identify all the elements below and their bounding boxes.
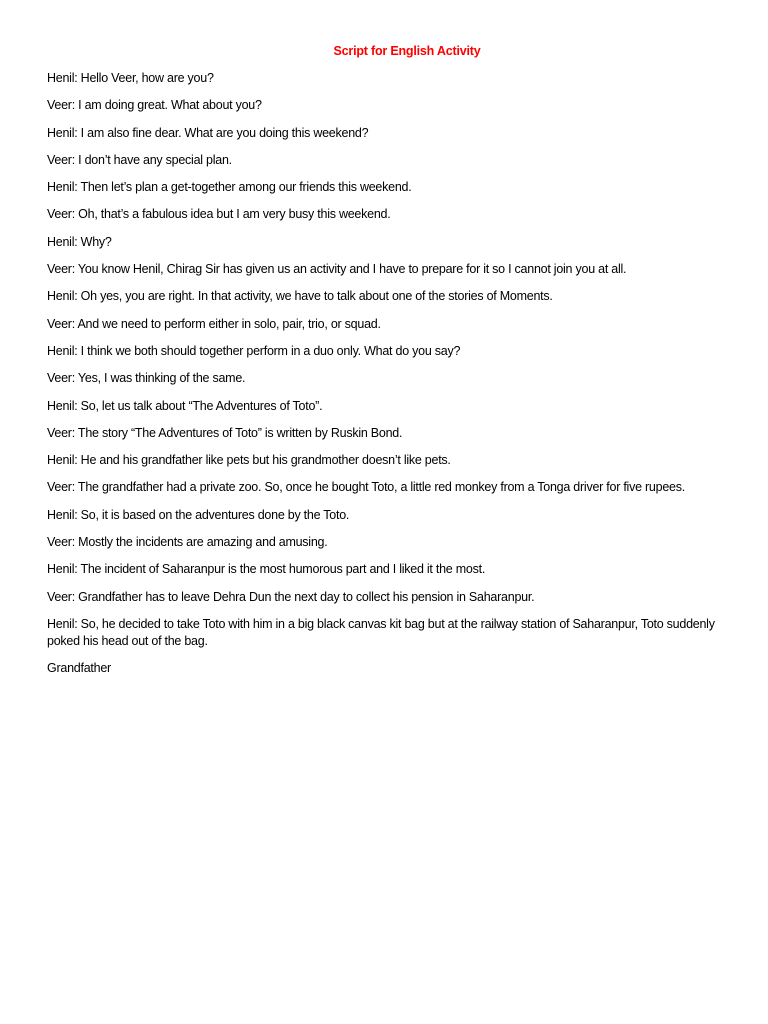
dialogue-line: Veer: Grandfather has to leave Dehra Dun the next day to collect his pension in Saharanpur. [47, 589, 535, 604]
dialogue-line: Henil: So, it is based on the adventures done by the Toto. [47, 507, 350, 522]
dialogue-line: Veer: The story “The Adventures of Toto” is written by Ruskin Bond. [47, 425, 403, 440]
dialogue-lines [47, 70, 717, 688]
dialogue-line: Henil: I think we both should together perform in a duo only. What do you say? [47, 343, 461, 358]
dialogue-line: Veer: You know Henil, Chirag Sir has given us an activity and I have to prepare for it so I cannot join you at all. [47, 262, 627, 277]
dialogue-line: Henil: Then let’s plan a get-together among our friends this weekend. [47, 180, 412, 195]
dialogue-line: Henil: I am also fine dear. What are you doing this weekend? [47, 125, 369, 140]
dialogue-line: Veer: I am doing great. What about you? [47, 98, 262, 113]
dialogue-line: Veer: And we need to perform either in solo, pair, trio, or squad. [47, 316, 381, 331]
dialogue-line: Henil: Hello Veer, how are you? [47, 71, 214, 85]
dialogue-line: Veer: The grandfather had a private zoo. So, once he bought Toto, a little red monkey from a Tonga driver for five rupees. [47, 480, 685, 495]
dialogue-line: Veer: I don’t have any special plan. [47, 152, 232, 167]
document-title: Script for English Activity [333, 44, 481, 58]
dialogue-line: Henil: He and his grandfather like pets but his grandmother doesn’t like pets. [47, 453, 451, 468]
dialogue-line: Veer: Oh, that’s a fabulous idea but I am very busy this weekend. [47, 207, 391, 222]
dialogue-line: Henil: So, let us talk about “The Adventures of Toto”. [47, 398, 323, 413]
dialogue-line: Grandfather [47, 661, 111, 676]
dialogue-line: Henil: The incident of Saharanpur is the most humorous part and I liked it the most. [47, 562, 486, 577]
dialogue-line: Veer: Yes, I was thinking of the same. [47, 371, 246, 386]
dialogue-line: Veer: Mostly the incidents are amazing and amusing. [47, 535, 328, 550]
dialogue-line: Henil: Why? [47, 234, 112, 249]
dialogue-line: Henil: Oh yes, you are right. In that activity, we have to talk about one of the stories of Moments. [47, 289, 553, 304]
dialogue-line: Henil: So, he decided to take Toto with him in a big black canvas kit bag but at the railway station of Saharanpur, Toto suddenly poked his head out of the bag. [47, 616, 715, 648]
